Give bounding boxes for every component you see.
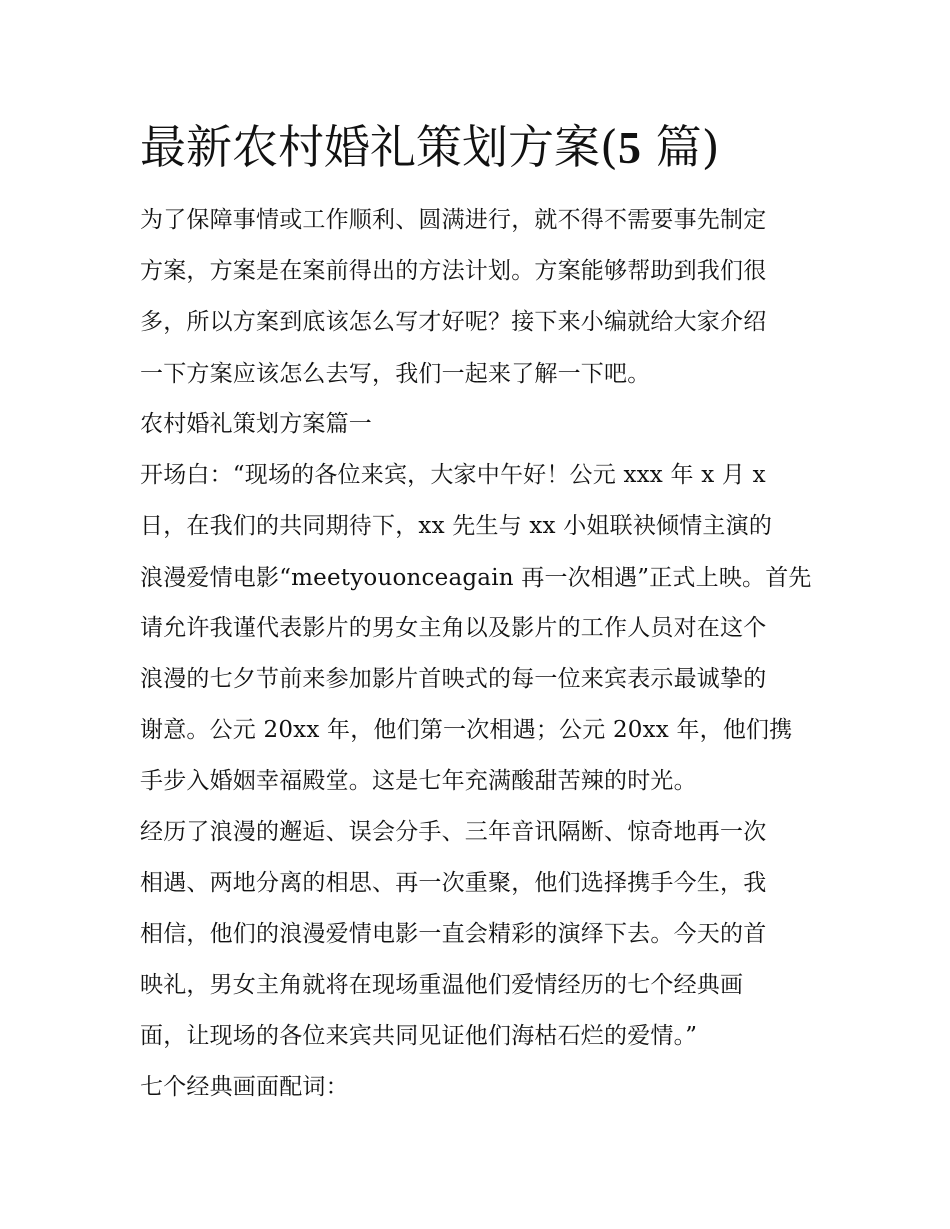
text-line: 经历了浪漫的邂逅、误会分手、三年音讯隔断、惊奇地再一次	[140, 819, 767, 845]
text-line: 为了保障事情或工作顺利、圆满进行，就不得不需要事先制定	[140, 207, 767, 233]
text-line: 浪漫的七夕节前来参加影片首映式的每一位来宾表示最诚挚的	[140, 666, 767, 692]
text-line: 方案，方案是在案前得出的方法计划。方案能够帮助到我们很	[140, 258, 767, 284]
section-heading: 农村婚礼策划方案篇一	[140, 411, 372, 437]
text-line: 七个经典画面配词：	[140, 1074, 349, 1100]
text-line: 浪漫爱情电影“meetyouonceagain 再一次相遇”正式上映。首先	[140, 565, 812, 591]
document-title	[140, 112, 820, 183]
title-main: 最新农村婚礼策划方案(	[140, 120, 618, 174]
text-line: 相遇、两地分离的相思、再一次重聚，他们选择携手今生，我	[140, 870, 767, 896]
text-line: 一下方案应该怎么去写，我们一起来了解一下吧。	[140, 361, 651, 387]
text-line: 日，在我们的共同期待下，xx 先生与 xx 小姐联袂倾情主演的	[140, 513, 773, 539]
text-line: 谢意。公元 20xx 年，他们第一次相遇；公元 20xx 年，他们携	[140, 717, 793, 743]
title-number: 5	[617, 122, 641, 173]
text-line: 多，所以方案到底该怎么写才好呢？接下来小编就给大家介绍	[140, 309, 767, 335]
text-line: 面，让现场的各位来宾共同见证他们海枯石烂的爱情。”	[140, 1023, 698, 1049]
text-line: 映礼，男女主角就将在现场重温他们爱情经历的七个经典画	[140, 972, 744, 998]
text-line: 相信，他们的浪漫爱情电影一直会精彩的演绎下去。今天的首	[140, 921, 767, 947]
text-line: 请允许我谨代表影片的男女主角以及影片的工作人员对在这个	[140, 615, 767, 641]
title-tail: 篇)	[640, 120, 720, 174]
text-line: 手步入婚姻幸福殿堂。这是七年充满酸甜苦辣的时光。	[140, 768, 697, 794]
text-line: 开场白：“现场的各位来宾，大家中午好！公元 xxx 年 x 月 x	[140, 462, 766, 488]
